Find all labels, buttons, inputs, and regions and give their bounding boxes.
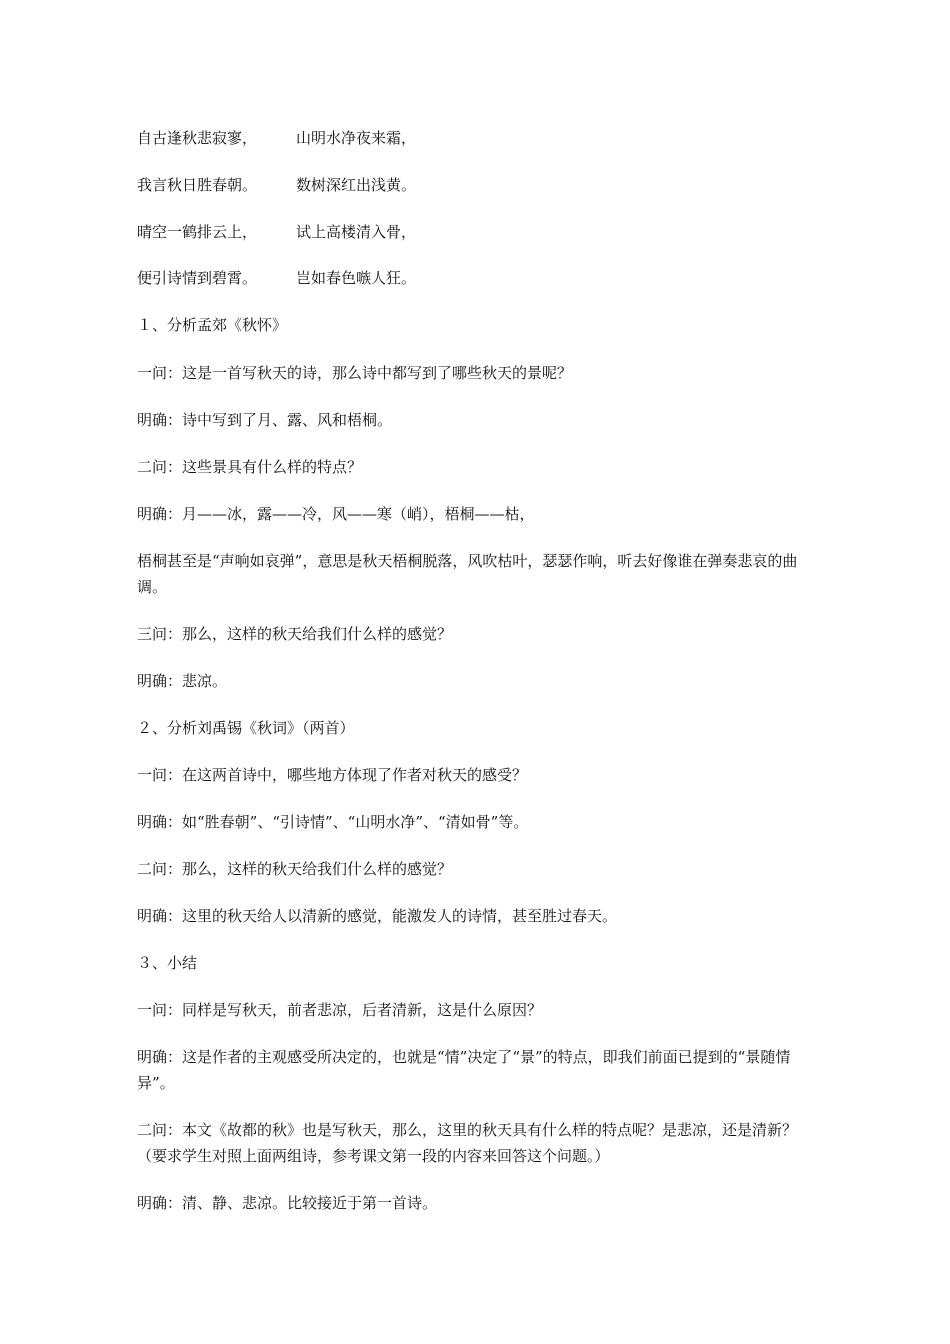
- poem-left-verse: 晴空一鹤排云上，: [137, 223, 258, 241]
- poem-right-verse: 数树深红出浅黄。: [296, 176, 417, 194]
- question-paragraph: 一问：这是一首写秋天的诗，那么诗中都写到了哪些秋天的景呢？: [137, 364, 573, 382]
- answer-paragraph: 明确：月——冰，露——冷，风——寒（峭），梧桐——枯，: [137, 505, 535, 523]
- body-paragraph: 梧桐甚至是“声响如哀弹”，意思是秋天梧桐脱落，风吹枯叶，瑟瑟作响，听去好像谁在弹奏悲哀的曲调。: [137, 552, 798, 596]
- question-paragraph: 二问：那么，这样的秋天给我们什么样的感觉？: [137, 860, 453, 878]
- section-heading: １、分析孟郊《秋怀》: [137, 316, 288, 334]
- poem-left-verse: 便引诗情到碧霄。: [137, 269, 258, 287]
- poem-right-verse: 试上高楼清入骨，: [296, 223, 417, 241]
- answer-paragraph: 明确：这是作者的主观感受所决定的，也就是“情”决定了“景”的特点，即我们前面已提到的“景随情异”。: [137, 1048, 791, 1092]
- question-paragraph: 一问：在这两首诗中，哪些地方体现了作者对秋天的感受？: [137, 766, 528, 784]
- answer-paragraph: 明确：清、静、悲凉。比较接近于第一首诗。: [137, 1194, 438, 1212]
- poem-right-verse: 山明水净夜来霜，: [296, 129, 417, 147]
- poem-right-verse: 岂如春色嗾人狂。: [296, 269, 417, 287]
- section-heading: ２、分析刘禹锡《秋词》（两首）: [137, 719, 355, 737]
- question-paragraph: 二问：本文《故都的秋》也是写秋天，那么，这里的秋天具有什么样的特点呢？是悲凉，还是清新？（要求学生对照上面两组诗，参考课文第一段的内容来回答这个问题。）: [137, 1121, 798, 1165]
- answer-paragraph: 明确：诗中写到了月、露、风和梧桐。: [137, 411, 393, 429]
- answer-paragraph: 明确：这里的秋天给人以清新的感觉，能激发人的诗情，甚至胜过春天。: [137, 907, 618, 925]
- answer-paragraph: 明确：如“胜春朝”、“引诗情”、“山明水净”、“清如骨”等。: [137, 813, 529, 831]
- question-paragraph: 三问：那么，这样的秋天给我们什么样的感觉？: [137, 625, 453, 643]
- question-paragraph: 二问：这些景具有什么样的特点？: [137, 458, 363, 476]
- question-paragraph: 一问：同样是写秋天，前者悲凉，后者清新，这是什么原因？: [137, 1001, 543, 1019]
- answer-paragraph: 明确：悲凉。: [137, 672, 228, 690]
- section-heading: ３、小结: [137, 954, 198, 972]
- poem-left-verse: 自古逢秋悲寂寥，: [137, 129, 258, 147]
- poem-left-verse: 我言秋日胜春朝。: [137, 176, 258, 194]
